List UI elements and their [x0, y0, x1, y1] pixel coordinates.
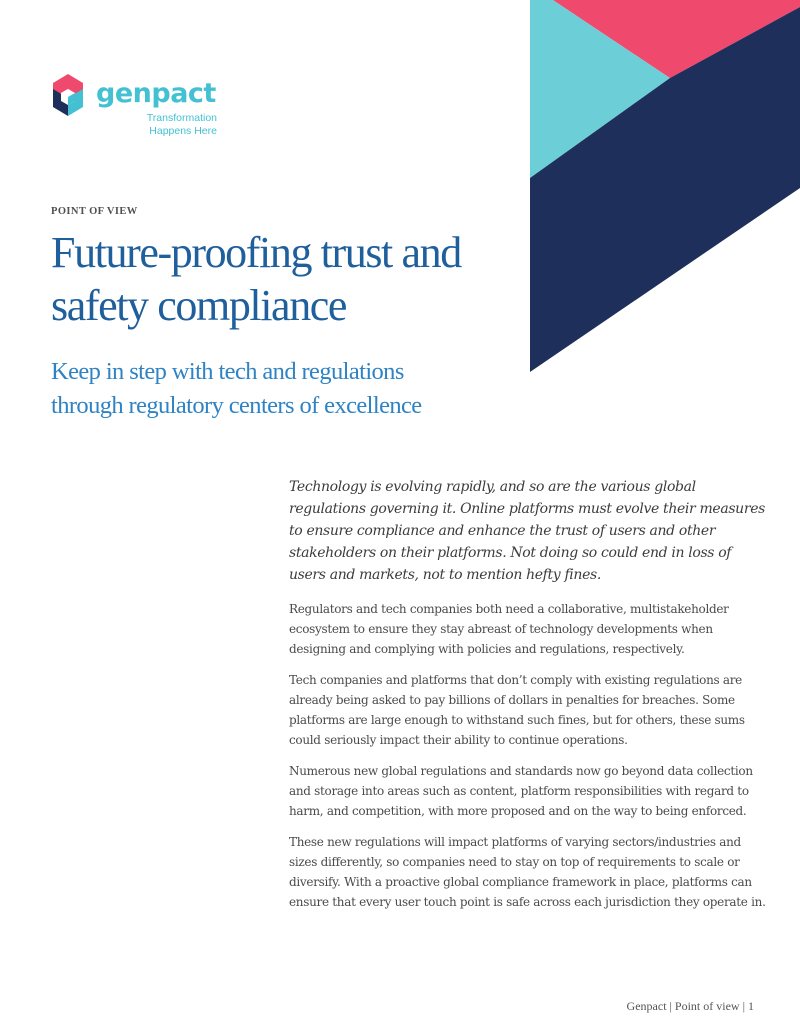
- page-subtitle: [51, 355, 531, 423]
- paragraph-line: diversify. With a proactive global compliance framework in place, platforms can: [289, 875, 752, 889]
- paragraph-line: already being asked to pay billions of dollars in penalties for breaches. Some: [289, 693, 735, 707]
- body-paragraph: [289, 670, 759, 750]
- paragraph-line: ecosystem to ensure they stay abreast of technology developments when: [289, 622, 713, 636]
- intro-line: users and markets, not to mention hefty fines.: [289, 567, 601, 583]
- genpact-logo: [51, 74, 217, 140]
- paragraph-line: These new regulations will impact platforms of varying sectors/industries and: [289, 835, 741, 849]
- intro-line: regulations governing it. Online platforms must evolve their measures: [289, 501, 765, 517]
- paragraph-line: Tech companies and platforms that don’t comply with existing regulations are: [289, 673, 742, 687]
- subtitle-line: through regulatory centers of excellence: [51, 392, 422, 419]
- paragraph-line: designing and complying with policies and regulations, respectively.: [289, 642, 685, 656]
- paragraph-line: platforms are large enough to withstand such fines, but for others, these sums: [289, 713, 745, 727]
- paragraph-line: Numerous new global regulations and standards now go beyond data collection: [289, 764, 753, 778]
- logo-wordmark: genpact: [96, 78, 216, 109]
- intro-line: stakeholders on their platforms. Not doing so could end in loss of: [289, 545, 732, 561]
- logo-tagline-line: Transformation: [146, 112, 217, 124]
- paragraph-line: ensure that every user touch point is safe across each jurisdiction they operate in.: [289, 895, 766, 909]
- logo-tagline-line: Happens Here: [149, 124, 217, 137]
- paragraph-line: sizes differently, so companies need to stay on top of requirements to scale or: [289, 855, 740, 869]
- subtitle-line: Keep in step with tech and regulations: [51, 358, 404, 385]
- paragraph-line: and storage into areas such as content, platform responsibilities with regard to: [289, 784, 749, 798]
- intro-line: to ensure compliance and enhance the trust of users and other: [289, 523, 716, 539]
- body-paragraph: [289, 832, 766, 912]
- genpact-logo-icon: [51, 74, 85, 116]
- section-eyebrow: POINT OF VIEW: [51, 206, 138, 217]
- logo-tagline: [127, 112, 217, 137]
- paragraph-line: harm, and competition, with more proposed and on the way to being enforced.: [289, 804, 747, 818]
- page-title: [51, 226, 521, 332]
- intro-paragraph: [289, 476, 765, 586]
- body-paragraph: [289, 761, 759, 821]
- intro-line: Technology is evolving rapidly, and so are the various global: [289, 479, 696, 495]
- page-footer: Genpact | Point of view | 1: [626, 999, 754, 1013]
- body-column: [289, 476, 766, 923]
- title-line: Future-proofing trust and: [51, 228, 461, 277]
- body-paragraph: [289, 599, 759, 659]
- title-line: safety compliance: [51, 281, 347, 330]
- paragraph-line: could seriously impact their ability to continue operations.: [289, 733, 628, 747]
- paragraph-line: Regulators and tech companies both need a collaborative, multistakeholder: [289, 602, 729, 616]
